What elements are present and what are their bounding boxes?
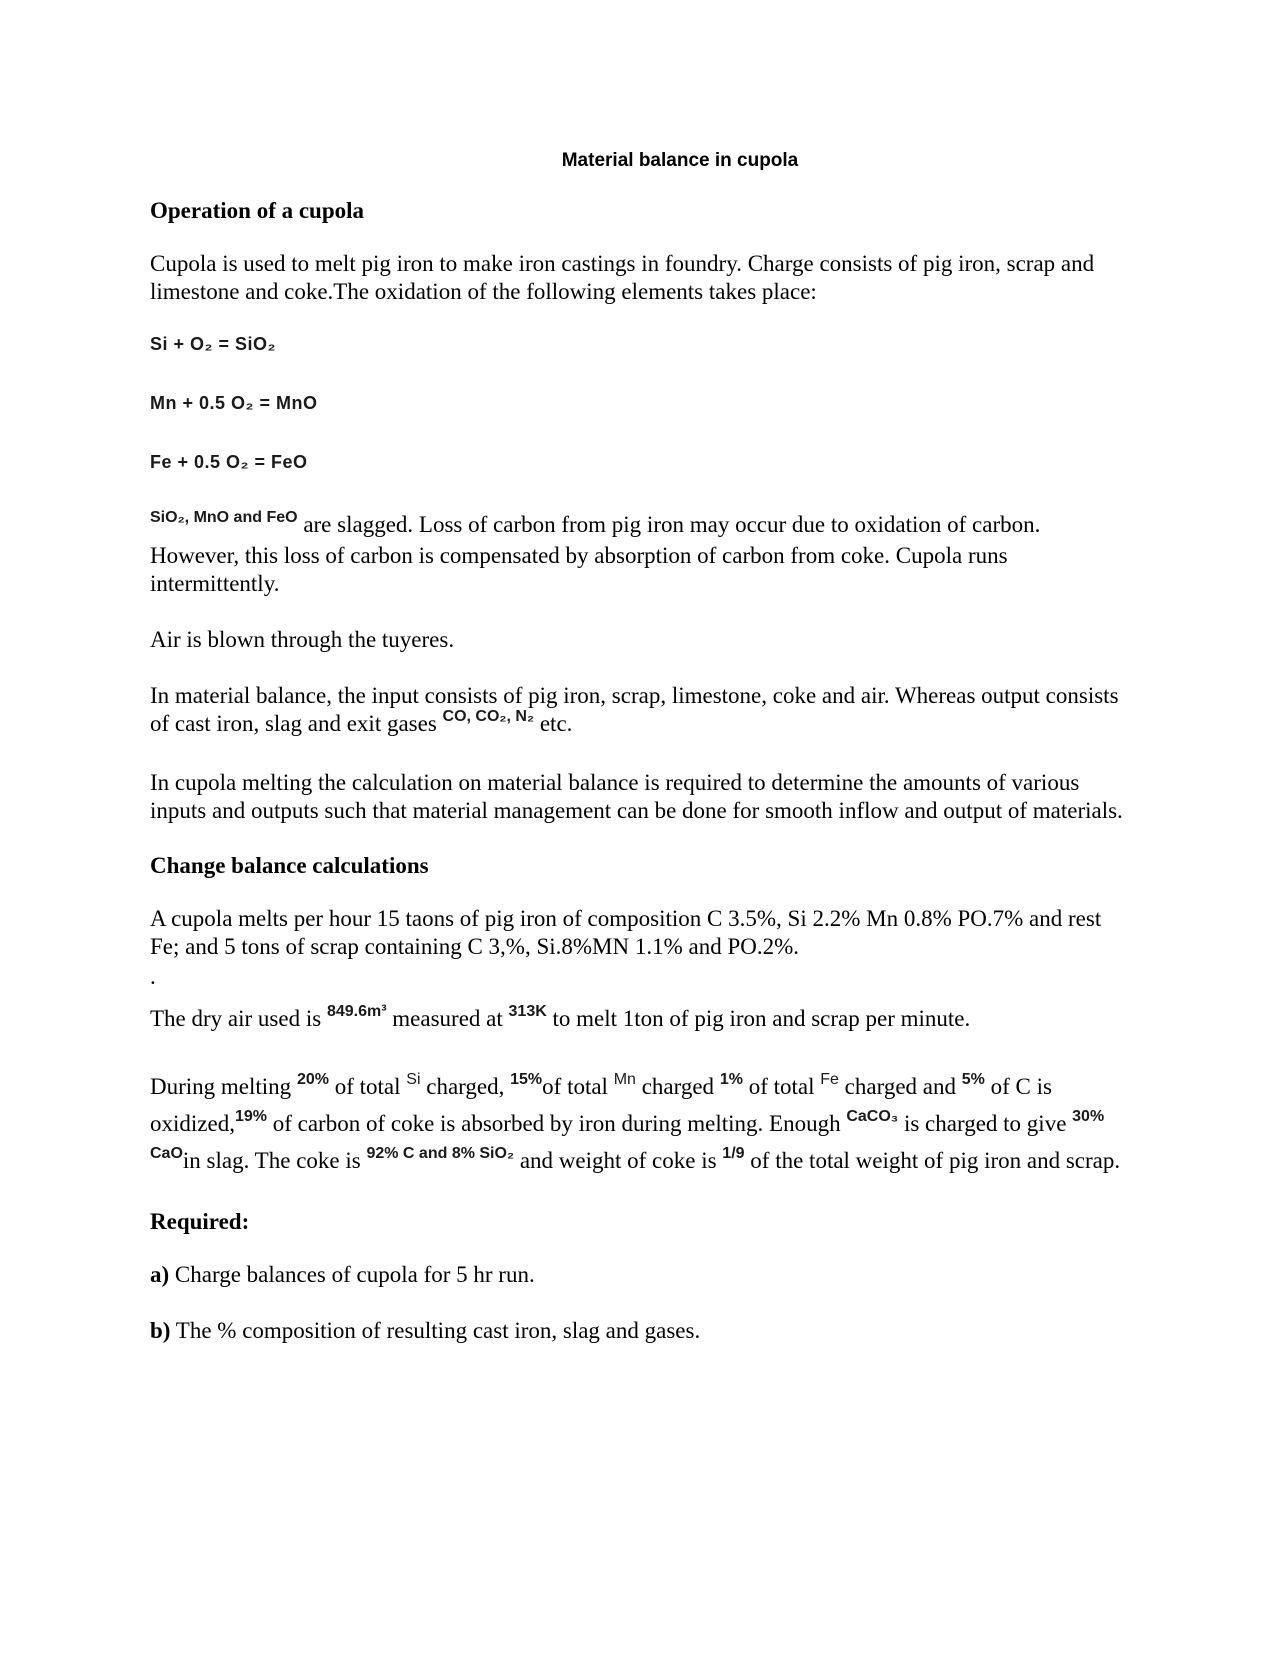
equation-iron: Fe + 0.5 O₂ = FeO bbox=[150, 452, 308, 472]
melting-text: and weight of coke is bbox=[514, 1148, 723, 1173]
required-heading: Required: bbox=[150, 1209, 250, 1234]
slag-text: are slagged. Loss of carbon from pig iron may occur due to oxidation of carbon. However, this loss of carbon is compensated by absorption of carbon from coke. Cupola runs intermittently. bbox=[150, 512, 1041, 596]
melting-text: is charged to give bbox=[898, 1111, 1073, 1136]
balance-text: In material balance, the input consists of pig iron, scrap, limestone, coke and air. Whereas output consists of cast iron, slag and exit gases bbox=[150, 683, 1119, 736]
balance-end: etc. bbox=[534, 711, 573, 736]
purpose-paragraph: In cupola melting the calculation on material balance is required to determine the amounts of various inputs and outputs such that material management can be done for smooth inflow and output of materials. bbox=[150, 770, 1123, 823]
measured-at-text: measured at bbox=[386, 1006, 509, 1031]
melt-rate-text: to melt 1ton of pig iron and scrap per minute. bbox=[546, 1006, 971, 1031]
balance-paragraph bbox=[150, 682, 1130, 741]
item-label-b: b) bbox=[150, 1318, 171, 1343]
fe-oxidized-percent: 1% bbox=[719, 1071, 743, 1088]
melting-text: charged and bbox=[838, 1074, 962, 1099]
air-paragraph: Air is blown through the tuyeres. bbox=[150, 627, 455, 652]
coke-composition: 92% C and 8% SiO₂ bbox=[366, 1145, 515, 1162]
item-label-a: a) bbox=[150, 1262, 170, 1287]
slag-paragraph bbox=[150, 511, 1130, 598]
melting-text: of total bbox=[542, 1074, 614, 1099]
melting-text: of total bbox=[328, 1074, 407, 1099]
equation-silicon: Si + O₂ = SiO₂ bbox=[150, 334, 277, 354]
item-text-b: The % composition of resulting cast iron, slag and gases. bbox=[170, 1318, 701, 1343]
section-heading-operation: Operation of a cupola bbox=[150, 198, 365, 223]
required-item-b bbox=[150, 1317, 1130, 1345]
required-item-a bbox=[150, 1261, 1130, 1289]
problem-paragraph: A cupola melts per hour 15 taons of pig iron of composition C 3.5%, Si 2.2% Mn 0.8% PO.7% and rest Fe; and 5 tons of scrap containing C 3,%, Si.8%MN 1.1% and PO.2%. bbox=[150, 906, 1102, 959]
intro-paragraph: Cupola is used to melt pig iron to make iron castings in foundry. Charge consists of pig iron, scrap and limestone and coke.The oxidation of the following elements takes place: bbox=[150, 251, 1095, 304]
melting-text: of the total weight of pig iron and scrap. bbox=[744, 1148, 1121, 1173]
melting-text: of C is oxidized, bbox=[150, 1074, 1052, 1136]
carbon-absorbed-percent: 19% bbox=[234, 1108, 267, 1125]
si-oxidized-percent: 20% bbox=[296, 1071, 329, 1088]
melting-text: in slag. The coke is bbox=[182, 1148, 367, 1173]
slag-formula: SiO₂, MnO and FeO bbox=[150, 509, 298, 526]
stray-dot: . bbox=[150, 964, 156, 989]
document-title: Material balance in cupola bbox=[561, 150, 799, 171]
coke-weight-fraction: 1/9 bbox=[722, 1145, 745, 1162]
item-text-a: Charge balances of cupola for 5 hr run. bbox=[169, 1262, 535, 1287]
dry-air-paragraph bbox=[150, 1005, 1130, 1036]
mn-oxidized-percent: 15% bbox=[510, 1071, 543, 1088]
air-volume-value: 849.6m³ bbox=[326, 1003, 387, 1020]
cao-percent: 30% CaO bbox=[150, 1108, 1105, 1162]
caco3-formula: CaCO₃ bbox=[846, 1108, 899, 1125]
fe-symbol: Fe bbox=[820, 1071, 839, 1088]
air-temperature-value: 313K bbox=[508, 1003, 547, 1020]
document-page bbox=[150, 150, 1130, 1373]
melting-text: of carbon of coke is absorbed by iron during melting. Enough bbox=[266, 1111, 847, 1136]
melting-text: of total bbox=[742, 1074, 821, 1099]
c-oxidized-percent: 5% bbox=[961, 1071, 985, 1088]
melting-text: charged bbox=[635, 1074, 720, 1099]
dry-air-text: The dry air used is bbox=[150, 1006, 327, 1031]
section-heading-calculations: Change balance calculations bbox=[150, 853, 429, 878]
equation-manganese: Mn + 0.5 O₂ = MnO bbox=[150, 393, 318, 413]
gases-formula: CO, CO₂, N₂ bbox=[442, 708, 535, 725]
si-symbol: Si bbox=[406, 1071, 421, 1088]
mn-symbol: Mn bbox=[613, 1071, 636, 1088]
melting-paragraph bbox=[150, 1070, 1130, 1181]
melting-text: charged, bbox=[420, 1074, 511, 1099]
melting-text: During melting bbox=[150, 1074, 297, 1099]
